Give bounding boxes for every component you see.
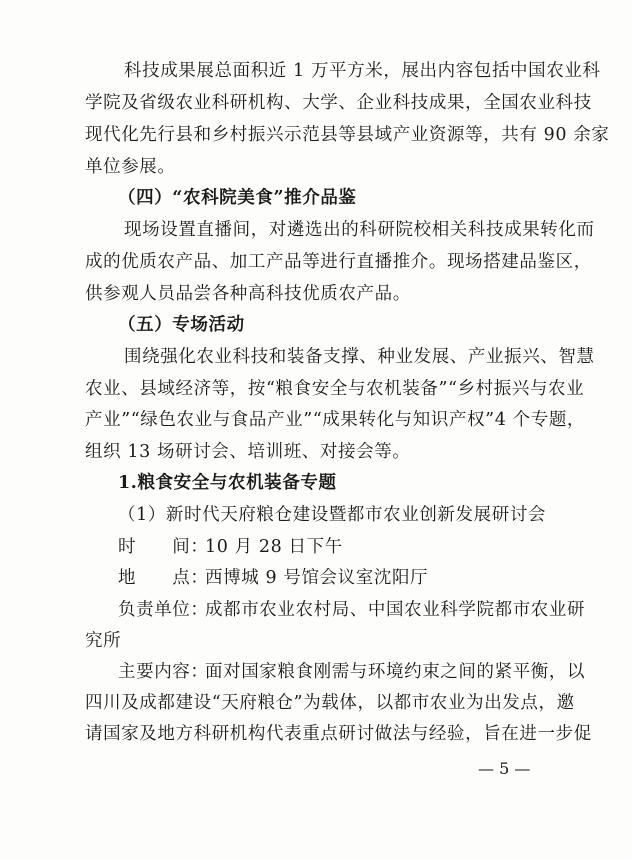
event-time-label: 时 间： — [118, 537, 209, 557]
paragraph-line: 农业、县域经济等，按“粮食安全与农机装备”“乡村振兴与农业 — [85, 379, 585, 399]
event-organizer-value-cont: 究所 — [85, 631, 122, 651]
paragraph-line: 单位参展。 — [85, 157, 176, 177]
event-title: （1）新时代天府粮仓建设暨都市农业创新发展研讨会 — [118, 505, 547, 525]
event-organizer-label: 负责单位： — [118, 600, 209, 620]
paragraph-line: 学院及省级农业科研机构、大学、企业科技成果，全国农业科技 — [85, 93, 592, 113]
paragraph-line: 供参观人员品尝各种高科技优质农产品。 — [85, 284, 411, 304]
paragraph-line: 科技成果展总面积近 1 万平方米，展出内容包括中国农业科 — [124, 61, 601, 81]
paragraph-line: 现场设置直播间，对遴选出的科研院校相关科技成果转化而 — [124, 220, 595, 240]
section-heading-5: （五）专场活动 — [118, 315, 245, 335]
paragraph-line: 成的优质农产品、加工产品等进行直播推介。现场搭建品鉴区， — [85, 252, 592, 272]
page-number: — 5 — — [478, 759, 531, 778]
event-content-text: 四川及成都建设“天府粮仓”为载体，以都市农业为出发点，邀 — [85, 693, 575, 713]
event-content-text: 面对国家粮食刚需与环境约束之间的紧平衡，以 — [205, 662, 586, 682]
event-content-label: 主要内容： — [118, 662, 209, 682]
event-organizer-value: 成都市农业农村局、中国农业科学院都市农业研 — [205, 600, 586, 620]
event-time-value: 10 月 28 日下午 — [205, 537, 343, 557]
paragraph-line: 现代化先行县和乡村振兴示范县等县域产业资源等，共有 90 余家 — [85, 125, 610, 145]
section-heading-4: （四）“农科院美食”推介品鉴 — [118, 188, 357, 208]
paragraph-line: 围绕强化农业科技和装备支撑、种业发展、产业振兴、智慧 — [124, 347, 595, 367]
subsection-title: 1.粮食安全与农机装备专题 — [118, 473, 337, 493]
event-place-label: 地 点： — [118, 568, 209, 588]
event-place-value: 西博城 9 号馆会议室沈阳厅 — [205, 568, 429, 588]
paragraph-line: 产业”“绿色农业与食品产业”“成果转化与知识产权”4 个专题， — [85, 410, 586, 430]
event-content-text: 请国家及地方科研机构代表重点研讨做法与经验，旨在进一步促 — [85, 724, 592, 744]
paragraph-line: 组织 13 场研讨会、培训班、对接会等。 — [85, 442, 411, 462]
